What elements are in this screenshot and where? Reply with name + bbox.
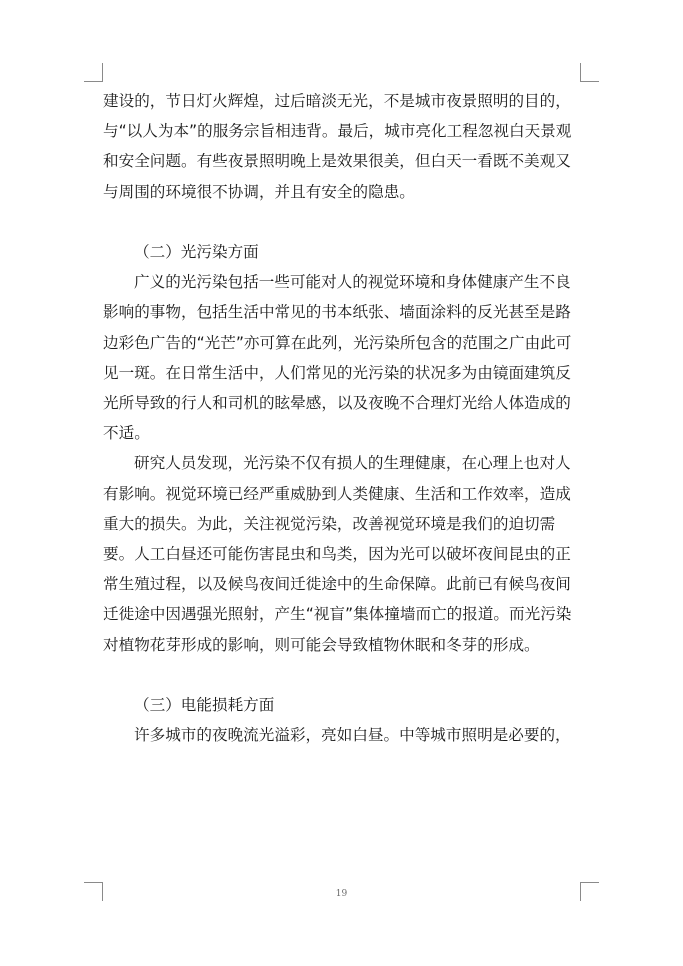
paragraph: 研究人员发现，光污染不仅有损人的生理健康，在心理上也对人有影响。视觉环境已经严重威胁到人类健康、生活和工作效率，造成重大的损失。为此，关注视觉污染，改善视觉环境是我们的迫切需要。人工白昼还可能伤害昆虫和鸟类，因为光可以破坏夜间昆虫的正常生殖过程，以及候鸟夜间迁徙途中的生命保障。此前已有候鸟夜间迁徙途中因遇强光照射，产生“视盲”集体撞墙而亡的报道。而光污染对植物花芽形成的影响，则可能会导致植物休眠和冬芽的形成。 [103,454,572,654]
section-heading: （三）电能损耗方面 [134,696,275,715]
crop-mark-top-right [580,63,599,82]
document-body[interactable] [103,86,581,750]
paragraph: 许多城市的夜晚流光溢彩，亮如白昼。中等城市照明是必要的， [134,726,571,745]
paragraph: 建设的，节日灯火辉煌，过后暗淡无光，不是城市夜景照明的目的，与“以人为本”的服务宗旨相违背。最后，城市亮化工程忽视白天景观和安全问题。有些夜景照明晚上是效果很美，但白天一看既不美观又与周围的环境很不协调，并且有安全的隐患。 [103,92,572,201]
page-number: 19 [335,889,348,899]
section-heading: （二）光污染方面 [134,243,259,261]
crop-mark-top-left [84,63,103,82]
paragraph: 广义的光污染包括一些可能对人的视觉环境和身体健康产生不良影响的事物，包括生活中常见的书本纸张、墙面涂料的反光甚至是路边彩色广告的“光芒”亦可算在此列，光污染所包含的范围之广由此可见一斑。在日常生活中，人们常见的光污染的状况多为由镜面建筑反光所导致的行人和司机的眩晕感，以及夜晚不合理灯光给人体造成的不适。 [103,273,572,443]
